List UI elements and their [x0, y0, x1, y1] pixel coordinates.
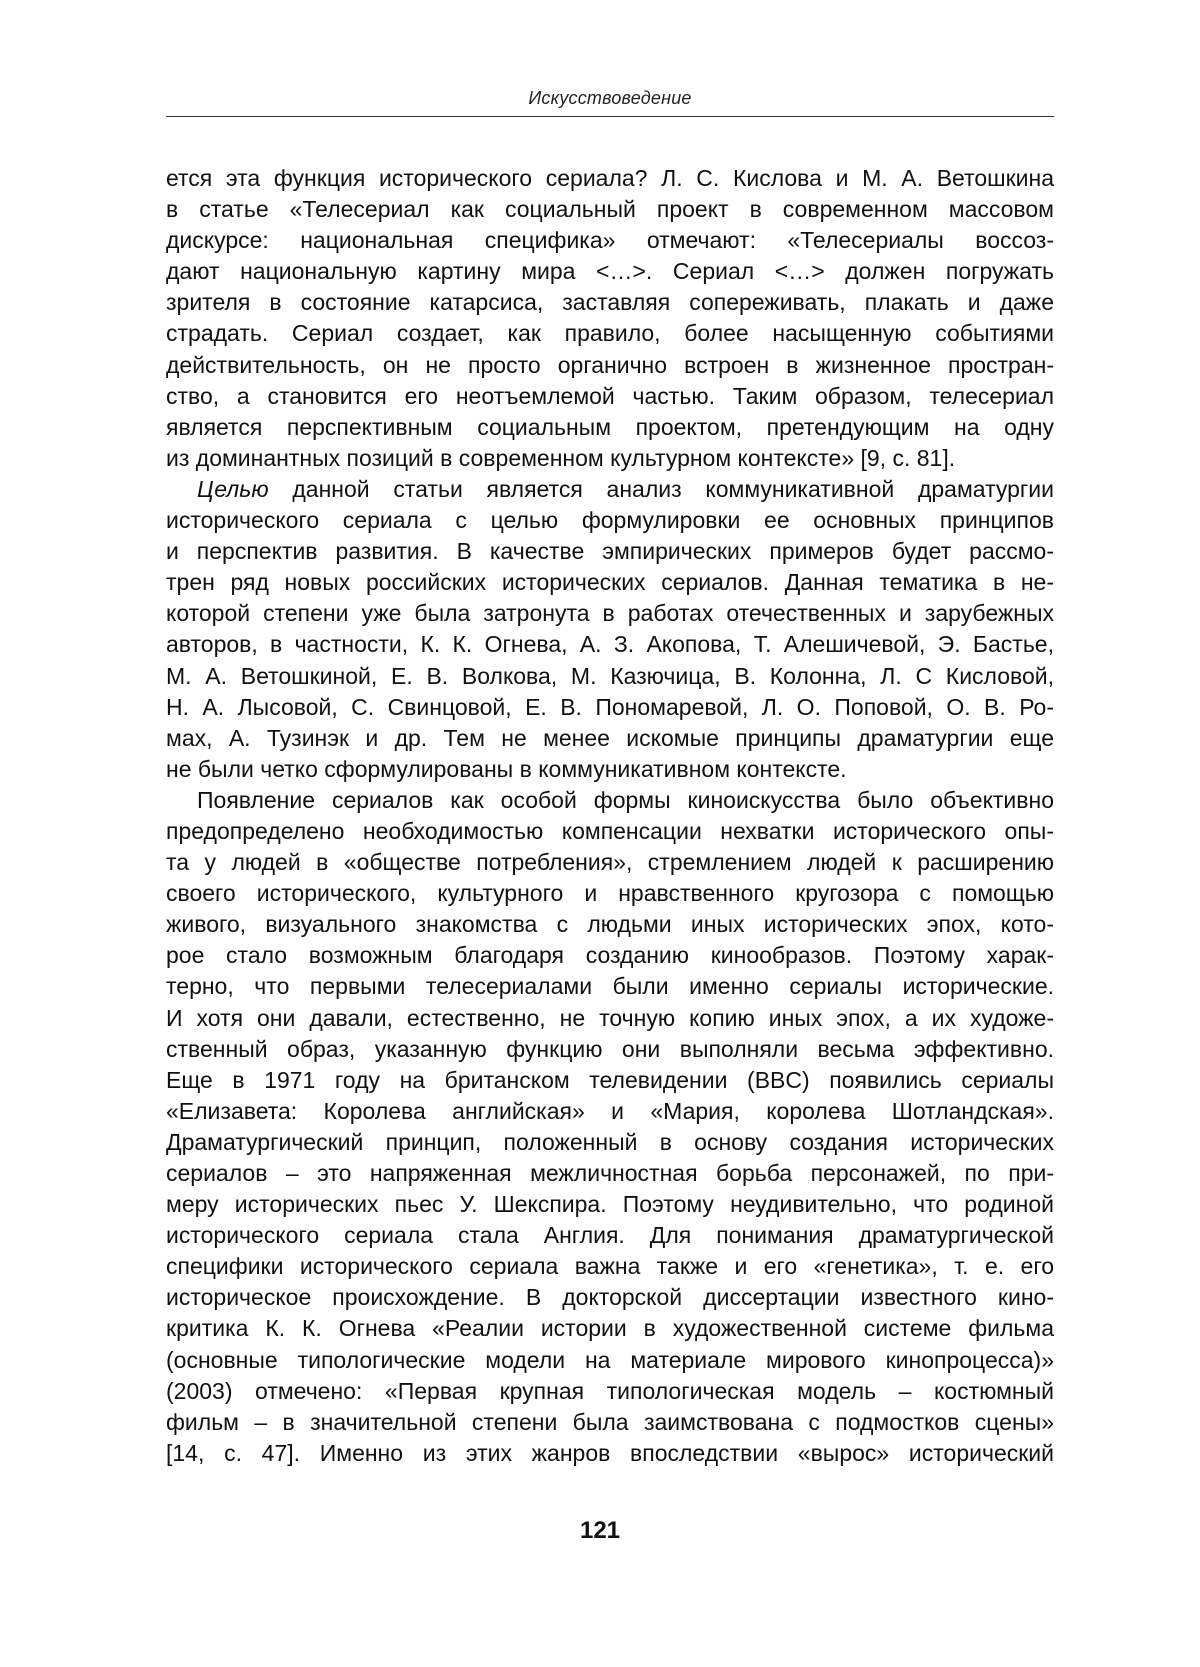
paragraph-3: [166, 785, 1054, 1469]
text-line: сериалов – это напряженная межличностная борьба персонажей, по при-: [166, 1160, 1054, 1186]
text-line: из доминантных позиций в современном культурном контексте» [9, с. 81].: [166, 444, 956, 471]
text-fragment: данной статьи является анализ коммуникативной драматургии: [268, 475, 1054, 502]
text-line: Еще в 1971 году на британском телевидении (BBC) появились сериалы: [166, 1066, 1054, 1093]
text-line: «Елизавета: Королева английская» и «Мария, королева Шотландская».: [166, 1097, 1054, 1124]
text-line: и перспектив развития. В качестве эмпирических примеров будет рассмо-: [166, 538, 1054, 565]
text-line: является перспективным социальным проектом, претендующим на одну: [166, 413, 1054, 440]
text-line: авторов, в частности, К. К. Огнева, А. З. Акопова, Т. Алешичевой, Э. Бастье,: [166, 631, 1054, 658]
text-line: та у людей в «обществе потребления», стремлением людей к расширению: [166, 849, 1054, 876]
paragraph-2: [166, 474, 1054, 785]
text-line: исторического сериала с целью формулировки ее основных принципов: [166, 507, 1054, 534]
text-line: мах, А. Тузинэк и др. Тем не менее искомые принципы драматургии еще: [166, 724, 1054, 751]
text-line: ственный образ, указанную функцию они выполняли весьма эффективно.: [166, 1035, 1054, 1062]
text-line: своего исторического, культурного и нравственного кругозора с помощью: [166, 880, 1054, 907]
text-line: рое стало возможным благодаря созданию кинообразов. Поэтому харак-: [166, 942, 1054, 969]
text-line: предопределено необходимостью компенсации нехватки исторического опы-: [166, 817, 1054, 844]
text-line: (2003) отмечено: «Первая крупная типологическая модель – костюмный: [166, 1377, 1054, 1404]
text-line: [14, с. 47]. Именно из этих жанров впоследствии «вырос» исторический: [166, 1439, 1054, 1466]
body-text: [166, 163, 1054, 1469]
running-head: Искусствоведение: [528, 88, 692, 108]
text-line: живого, визуального знакомства с людьми иных исторических эпох, кото-: [166, 911, 1054, 938]
text-line: критика К. К. Огнева «Реалии истории в художественной системе фильма: [166, 1315, 1054, 1342]
text-line: фильм – в значительной степени была заимствована с подмостков сцены»: [166, 1408, 1054, 1435]
text-line: действительность, он не просто органично встроен в жизненное простран-: [166, 351, 1054, 378]
text-line: исторического сериала стала Англия. Для понимания драматургической: [166, 1222, 1054, 1249]
text-line: Появление сериалов как особой формы киноискусства было объективно: [197, 786, 1054, 813]
text-line: зрителя в состояние катарсиса, заставляя сопереживать, плакать и даже: [166, 289, 1054, 316]
text-line: Н. А. Лысовой, С. Свинцовой, Е. В. Пономаревой, Л. О. Поповой, О. В. Ро-: [166, 693, 1054, 720]
text-line: дискурсе: национальная специфика» отмечают: «Телесериалы воссоз-: [166, 227, 1054, 254]
text-line: в статье «Телесериал как социальный проект в современном массовом: [166, 196, 1054, 223]
text-line: ется эта функция исторического сериала? Л. С. Кислова и М. А. Ветошкина: [166, 165, 1054, 191]
text-line: не были четко сформулированы в коммуникативном контексте.: [166, 755, 847, 782]
italic-term: Целью: [197, 475, 269, 502]
text-line: М. А. Ветошкиной, Е. В. Волкова, М. Казючица, В. Колонна, Л. С Кисловой,: [166, 662, 1054, 689]
text-line: страдать. Сериал создает, как правило, более насыщенную событиями: [166, 320, 1054, 347]
paragraph-1: [166, 163, 1054, 474]
text-line: которой степени уже была затронута в работах отечественных и зарубежных: [166, 600, 1054, 627]
text-line: ство, а становится его неотъемлемой частью. Таким образом, телесериал: [166, 382, 1054, 409]
header-rule: [166, 116, 1054, 117]
text-line: специфики исторического сериала важна также и его «генетика», т. е. его: [166, 1253, 1054, 1280]
page-number: 121: [579, 1517, 621, 1544]
text-line: дают национальную картину мира <…>. Сериал <…> должен погружать: [166, 258, 1054, 285]
text-line: трен ряд новых российских исторических сериалов. Данная тематика в не-: [166, 569, 1054, 596]
text-line: меру исторических пьес У. Шекспира. Поэтому неудивительно, что родиной: [166, 1191, 1054, 1218]
text-line: (основные типологические модели на материале мирового кинопроцесса)»: [166, 1346, 1054, 1373]
text-line: И хотя они давали, естественно, не точную копию иных эпох, а их художе-: [166, 1004, 1054, 1031]
text-line: Драматургический принцип, положенный в основу создания исторических: [166, 1128, 1054, 1155]
text-line: терно, что первыми телесериалами были именно сериалы исторические.: [166, 973, 1054, 1000]
text-line: [166, 474, 1054, 505]
text-line: историческое происхождение. В докторской диссертации известного кино-: [166, 1284, 1054, 1311]
